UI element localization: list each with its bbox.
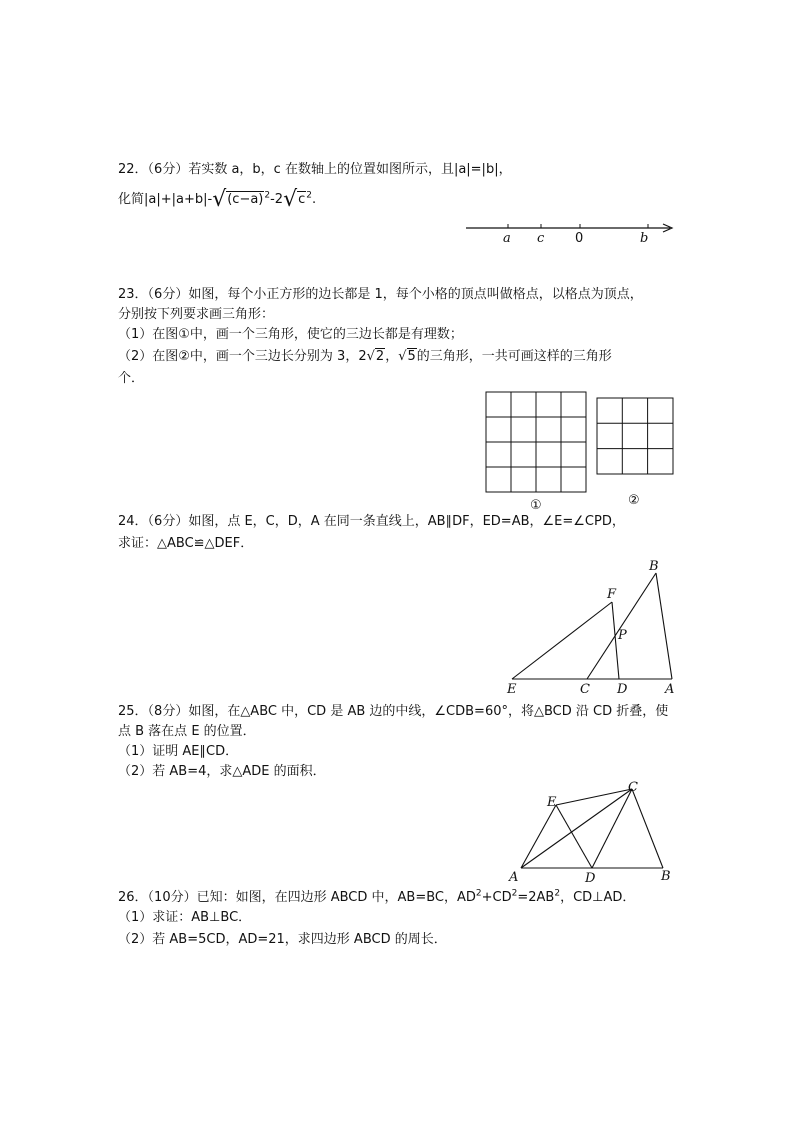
point-label-E: E xyxy=(507,682,517,697)
q23-radicand1: 2 xyxy=(375,349,385,364)
point-label-C: C xyxy=(580,682,590,697)
q26-sup3: 2 xyxy=(554,888,561,899)
q23-line4 xyxy=(118,347,612,367)
point-label-F: F xyxy=(607,587,617,602)
number-line-figure xyxy=(460,215,680,247)
q25-line4: （2）若 AB=4，求△ADE 的面积． xyxy=(118,764,326,779)
axis-label-b: b xyxy=(640,231,649,246)
sqrt-sign: √ xyxy=(398,349,407,364)
q26-line1 xyxy=(118,888,635,908)
grid-1-label: ① xyxy=(530,498,542,513)
q24-line1: 24．（6分）如图，点 E，C，D，A 在同一条直线上，AB∥DF，ED=AB，∠E=∠CPD， xyxy=(118,514,625,529)
q26-sup2: 2 xyxy=(511,888,518,899)
q22-expression xyxy=(118,187,317,212)
q22-radicand1: (c−a) xyxy=(227,192,264,207)
q25-line1: 25．（8分）如图，在△ABC 中，CD 是 AB 边的中线，∠CDB=60°，将△BCD 沿 CD 折叠，使 xyxy=(118,704,669,719)
point-label-D: D xyxy=(585,871,596,886)
q25-line2: 点 B 落在点 E 的位置． xyxy=(118,724,256,739)
axis-label-0: 0 xyxy=(575,231,584,246)
point-label-E: E xyxy=(547,795,557,810)
q22-expr-prefix: 化简|a|+|a+b|- xyxy=(118,192,213,207)
point-label-A: A xyxy=(509,870,519,885)
q22-line1: 22．（6分）若实数 a，b，c 在数轴上的位置如图所示，且|a|=|b|， xyxy=(118,162,512,177)
q22-radicand2: c xyxy=(298,192,306,207)
point-label-C: C xyxy=(628,780,638,795)
q23-line1: 23．（6分）如图，每个小正方形的边长都是 1，每个小格的顶点叫做格点，以格点为顶点， xyxy=(118,287,643,302)
q23-line4-c: 的三角形，一共可画这样的三角形 xyxy=(416,349,612,364)
q22-end: . xyxy=(312,192,317,207)
q23-line4-a: （2）在图②中，画一个三边长分别为 3，2 xyxy=(118,349,367,364)
q23-line4-b: ， xyxy=(385,349,399,364)
point-label-D: D xyxy=(617,682,628,697)
q25-line3: （1）证明 AE∥CD． xyxy=(118,744,239,759)
axis-label-c: c xyxy=(537,231,545,246)
triangle-figure-q25 xyxy=(505,778,680,888)
grid-2 xyxy=(597,398,673,474)
q26-sup1: 2 xyxy=(475,888,482,899)
axis-label-a: a xyxy=(503,231,511,246)
grid-2-label: ② xyxy=(628,493,640,508)
point-label-A: A xyxy=(665,682,675,697)
grid-1 xyxy=(486,392,586,492)
q22-mid: -2 xyxy=(270,192,284,207)
sqrt-sign: √ xyxy=(366,349,375,364)
q26-line2: （1）求证：AB⊥BC． xyxy=(118,910,252,925)
point-label-B: B xyxy=(661,869,671,884)
triangle-figure-q24 xyxy=(500,556,680,698)
q26-line3: （2）若 AB=5CD，AD=21，求四边形 ABCD 的周长． xyxy=(118,932,447,947)
q26-line1-a: 26．（10分）已知：如图，在四边形 ABCD 中，AB=BC，AD xyxy=(118,890,476,905)
q23-line5: 个． xyxy=(118,371,145,386)
sqrt-sign: √ xyxy=(283,187,298,212)
q26-line1-d: ，CD⊥AD． xyxy=(560,890,636,905)
q23-line2: 分别按下列要求画三角形： xyxy=(118,307,275,322)
grid-figures xyxy=(480,388,680,513)
q23-line3: （1）在图①中，画一个三角形，使它的三边长都是有理数； xyxy=(118,327,463,342)
q24-line2: 求证：△ABC≌△DEF． xyxy=(118,536,254,551)
sqrt-sign: √ xyxy=(212,187,227,212)
q26-line1-b: +CD xyxy=(481,890,512,905)
q23-radicand2: 5 xyxy=(407,349,416,364)
q26-line1-c: =2AB xyxy=(517,890,555,905)
point-label-B: B xyxy=(649,559,659,574)
q22-exponent1: 2 xyxy=(264,190,271,201)
point-label-P: P xyxy=(618,628,627,643)
q22-exponent2: 2 xyxy=(306,190,312,201)
